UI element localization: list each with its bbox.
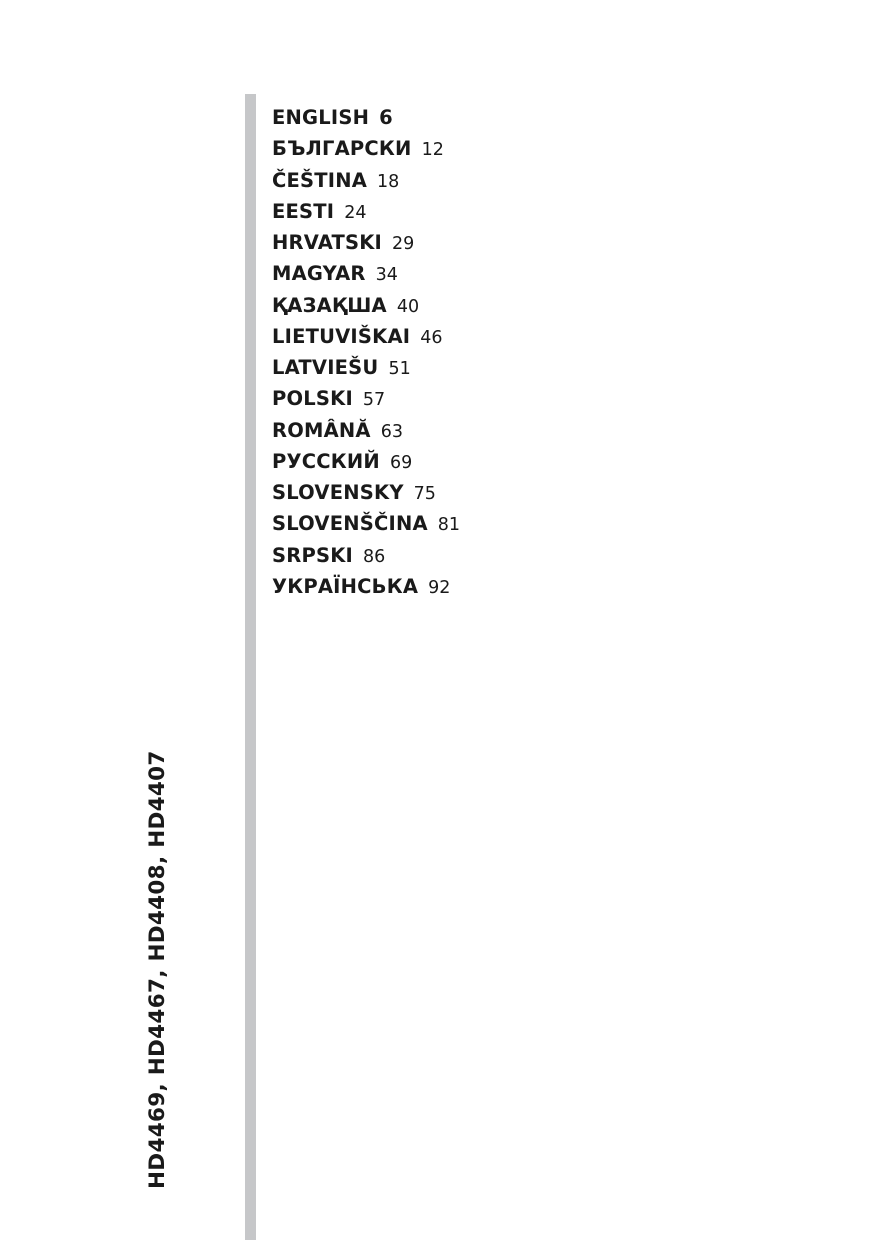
toc-page-number: 51 bbox=[388, 359, 411, 379]
toc-item-russian[interactable] bbox=[272, 448, 460, 479]
toc-item-estonian[interactable] bbox=[272, 198, 460, 229]
toc-language: БЪЛГАРСКИ bbox=[272, 137, 412, 161]
toc-language: ENGLISH bbox=[272, 106, 370, 129]
toc-page-number: 69 bbox=[389, 452, 413, 473]
toc-page-number: 34 bbox=[375, 265, 398, 286]
toc-language: УКРАЇНСЬКА bbox=[272, 574, 419, 598]
toc-page-number: 29 bbox=[392, 234, 415, 254]
toc-item-kazakh[interactable] bbox=[272, 292, 460, 323]
toc-item-romanian[interactable] bbox=[272, 417, 460, 448]
toc-item-ukrainian[interactable] bbox=[272, 573, 460, 604]
toc-item-czech[interactable] bbox=[272, 167, 460, 198]
toc-language: РУССКИЙ bbox=[272, 449, 380, 473]
toc-item-latvian[interactable] bbox=[272, 354, 460, 385]
toc-page-number: 57 bbox=[362, 390, 386, 411]
toc-language: SLOVENSKY bbox=[272, 481, 404, 504]
toc-item-serbian[interactable] bbox=[272, 542, 460, 573]
toc-language: ČEŠTINA bbox=[272, 168, 368, 192]
toc-page-number: 63 bbox=[380, 421, 403, 442]
toc-language: EESTI bbox=[272, 199, 335, 223]
vertical-divider-bar bbox=[245, 94, 256, 1240]
toc-item-hungarian[interactable] bbox=[272, 260, 460, 291]
toc-language: LATVIEŠU bbox=[272, 356, 379, 379]
toc-language: POLSKI bbox=[272, 387, 353, 411]
toc-language: SLOVENŠČINA bbox=[272, 512, 428, 536]
toc-page-number: 6 bbox=[379, 106, 393, 129]
toc-item-croatian[interactable] bbox=[272, 229, 460, 260]
model-numbers-label: HD4469, HD4467, HD4408, HD4407 bbox=[145, 750, 170, 1189]
toc-page-number: 18 bbox=[377, 171, 400, 192]
toc-item-english[interactable] bbox=[272, 104, 460, 135]
toc-page-number: 40 bbox=[396, 296, 420, 317]
toc-item-polish[interactable] bbox=[272, 385, 460, 416]
toc-item-lithuanian[interactable] bbox=[272, 323, 460, 354]
toc-page-number: 46 bbox=[420, 327, 443, 348]
toc-page-number: 92 bbox=[428, 577, 451, 598]
toc-language: HRVATSKI bbox=[272, 231, 382, 254]
toc-item-slovak[interactable] bbox=[272, 479, 460, 510]
toc-page-number: 24 bbox=[344, 202, 367, 223]
toc-page-number: 75 bbox=[413, 484, 436, 504]
toc-language: ҚАЗАҚША bbox=[272, 293, 387, 317]
toc-language: ROMÂNĂ bbox=[272, 418, 371, 442]
toc-item-slovenian[interactable] bbox=[272, 510, 460, 541]
table-of-contents bbox=[272, 104, 460, 604]
toc-item-bulgarian[interactable] bbox=[272, 135, 460, 166]
toc-page-number: 81 bbox=[437, 515, 461, 536]
toc-page-number: 86 bbox=[362, 546, 386, 567]
toc-language: SRPSKI bbox=[272, 543, 353, 567]
toc-page-number: 12 bbox=[421, 140, 444, 161]
toc-language: LIETUVIŠKAI bbox=[272, 324, 411, 348]
toc-language: MAGYAR bbox=[272, 262, 366, 286]
